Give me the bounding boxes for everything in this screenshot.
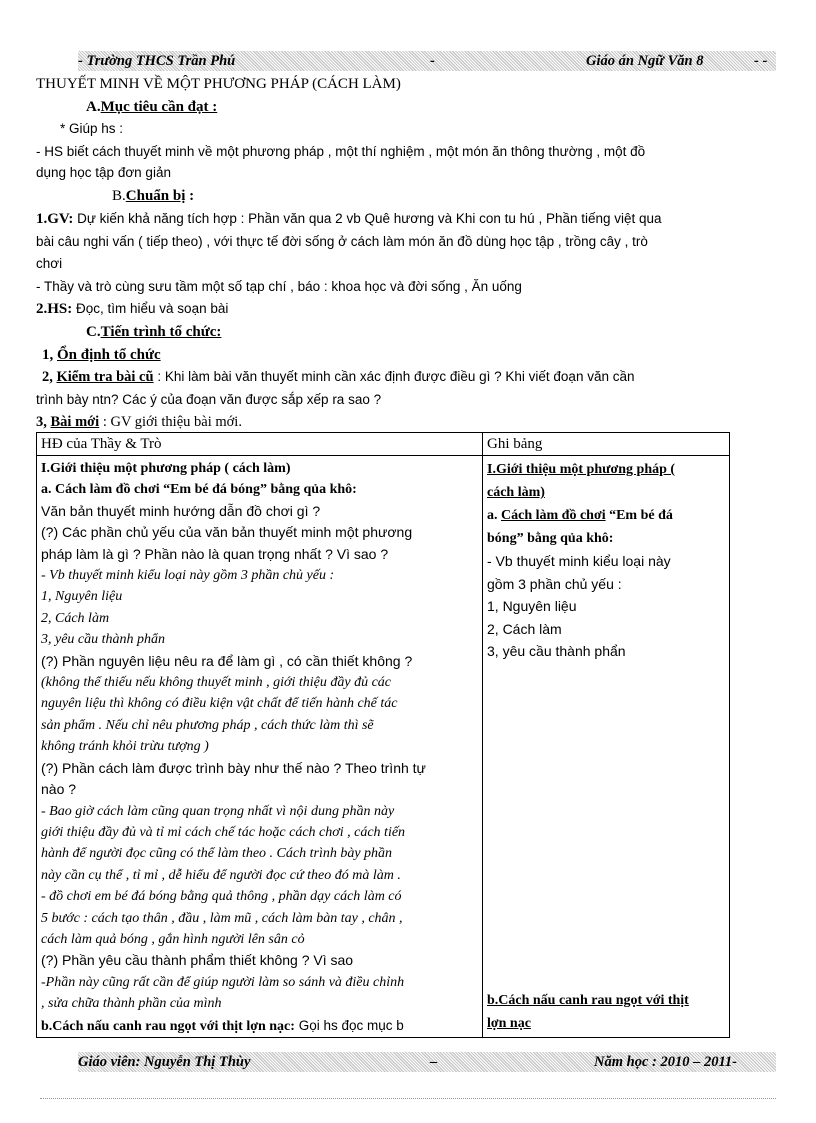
header-dash: - (430, 53, 435, 69)
right-line: bóng” bằng qủa khô: (487, 531, 614, 546)
step-2: 2, Kiểm tra bài cũ : Khi làm bài văn thuyết minh cần xác định được điều gì ? Khi viết đoạn văn cần (42, 369, 635, 385)
table-header-row (37, 433, 730, 456)
footer-year: Năm học : 2010 – 2011- (594, 1054, 737, 1070)
hs-line: 2.HS: Đọc, tìm hiểu và soạn bài (36, 301, 229, 317)
left-line: (?) Phần yêu cầu thành phẩm thiết không ? Vì sao (41, 952, 354, 969)
section-c-heading: C.Tiến trình tổ chức: (86, 324, 222, 340)
gv-line-2: bài câu nghi vấn ( tiếp theo) , với thực tế đời sống ở cách làm món ăn đồ dùng học tập , trồng cây , trò (36, 234, 648, 249)
left-line: 3, yêu cầu thành phẩn (41, 632, 166, 648)
left-line: này cần cụ thể , tỉ mỉ , dễ hiểu để người đọc cứ theo đó mà làm . (41, 867, 401, 883)
gv-line-3: chơi (36, 256, 63, 271)
header-subject: Giáo án Ngữ Văn 8 (586, 53, 704, 69)
left-line: 2, Cách làm (41, 610, 110, 626)
header-trail: - - (754, 53, 768, 69)
objective-line: - HS biết cách thuyết minh về một phương pháp , một thí nghiệm , một món ăn thông thường , một đồ (36, 144, 646, 159)
left-line: (?) Phần nguyên liệu nêu ra để làm gì , có cần thiết không ? (41, 652, 413, 669)
teacher-student-cell (37, 456, 483, 1038)
right-line: b.Cách nấu canh rau ngọt với thịt (487, 992, 689, 1008)
left-line: Văn bản thuyết minh hướng dẫn đồ chơi gì ? (41, 502, 321, 519)
table-body-row (37, 456, 730, 1038)
left-line: - Vb thuyết minh kiểu loại này gồm 3 phần chủ yếu : (41, 568, 335, 584)
left-line: (không thể thiếu nếu không thuyết minh , giới thiệu đầy đủ các (41, 675, 391, 691)
left-line: sản phẩm . Nếu chỉ nêu phương pháp , cách thức làm thì sẽ (41, 717, 374, 733)
left-line: a. Cách làm đồ chơi “Em bé đá bóng” bằng qủa khô: (41, 482, 357, 498)
left-line: không tránh khỏi trừu tượng ) (41, 739, 209, 755)
step-1: 1, Ổn định tổ chức (42, 347, 161, 363)
left-line: hành để người đọc cũng có thể làm theo . Cách trình bày phần (41, 846, 393, 862)
right-line: gồm 3 phần chủ yếu : (487, 575, 622, 592)
help-line: * Giúp hs : (60, 121, 124, 136)
left-line: 5 bước : cách tạo thân , đầu , làm mũ , cách làm bàn tay , chân , (41, 910, 403, 926)
right-line: cách làm) (487, 485, 545, 500)
right-line: lợn nạc (487, 1015, 531, 1031)
bottom-divider (40, 1098, 776, 1099)
left-line: I.Giới thiệu một phương pháp ( cách làm) (41, 461, 291, 476)
section-b-heading: B.Chuẩn bị : (112, 188, 195, 204)
right-line: 1, Nguyên liệu (487, 598, 577, 614)
left-line: , sửa chữa thành phần của mình (41, 996, 222, 1012)
left-line-last: b.Cách nấu canh rau ngọt với thịt lợn nạc: Gọi hs đọc mục b (41, 1017, 404, 1034)
objective-line-2: dụng học tập đơn giản (36, 165, 171, 180)
right-line: 3, yêu cầu thành phẩn (487, 643, 626, 659)
col2-header: Ghi bảng (483, 433, 730, 456)
step-3: 3, Bài mới : GV giới thiệu bài mới. (36, 414, 242, 430)
left-line: - Bao giờ cách làm cũng quan trọng nhất vì nội dung phần này (41, 803, 395, 819)
left-line: 1, Nguyên liệu (41, 589, 123, 605)
right-line: - Vb thuyết minh kiểu loại này (487, 553, 671, 569)
lesson-table (36, 432, 730, 1038)
page-footer (78, 1052, 776, 1072)
header-school: - Trường THCS Trần Phú (78, 53, 236, 69)
left-line: (?) Phần cách làm được trình bày như thế nào ? Theo trình tự (41, 759, 426, 776)
left-line: cách làm quả bóng , gắn hình người lên sân cỏ (41, 931, 305, 947)
step-2-line-2: trình bày ntn? Các ý của đoạn văn được sắp xếp ra sao ? (36, 392, 382, 407)
right-line: I.Giới thiệu một phương pháp ( (487, 462, 676, 477)
section-a-heading: A.Mục tiêu cần đạt : (86, 99, 218, 115)
board-notes-cell (483, 456, 730, 1038)
footer-teacher: Giáo viên: Nguyễn Thị Thùy (78, 1054, 251, 1070)
left-line: nguyên liệu thì không có điều kiện vật chất để tiến hành chế tác (41, 696, 398, 712)
right-line: a. Cách làm đồ chơi “Em bé đá (487, 508, 673, 523)
gv-line-4: - Thầy và trò cùng sưu tầm một số tạp chí , báo : khoa học và đời sống , Ăn uống (36, 279, 522, 294)
right-line: 2, Cách làm (487, 620, 562, 637)
footer-dash: – (430, 1054, 438, 1070)
left-line: - đồ chơi em bé đá bóng bằng quả thông , phần dạy cách làm có (41, 889, 402, 905)
page-header (78, 51, 776, 71)
left-line: -Phần này cũng rất cần để giúp người làm so sánh và điều chỉnh (41, 974, 405, 990)
left-line: pháp làm là gì ? Phần nào là quan trọng nhất ? Vì sao ? (41, 545, 389, 562)
gv-line: 1.GV: Dự kiến khả năng tích hợp : Phần văn qua 2 vb Quê hương và Khi con tu hú , Phần tiếng việt qua (36, 211, 662, 227)
left-line: (?) Các phần chủ yếu của văn bản thuyết minh một phương (41, 524, 413, 541)
right-bottom-block (487, 989, 725, 1035)
left-line: giới thiệu đầy đủ và tỉ mỉ cách chế tác hoặc cách chơi , cách tiến (41, 824, 406, 840)
col1-header: HĐ của Thầy & Trò (37, 433, 483, 456)
left-line: nào ? (41, 781, 77, 798)
page-title: THUYẾT MINH VỀ MỘT PHƯƠNG PHÁP (CÁCH LÀM) (36, 76, 401, 92)
